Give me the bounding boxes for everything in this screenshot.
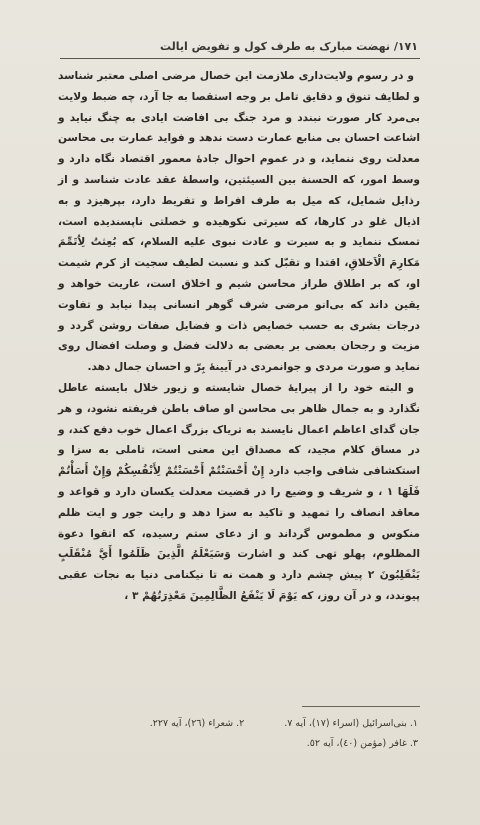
body-text (58, 66, 420, 607)
footnote-row (58, 734, 418, 754)
footnote-2: ٢. شعراء (٢٦)، آیه ٢٢٧. (149, 718, 245, 729)
footnotes (58, 714, 418, 754)
footnote-rule (302, 706, 420, 707)
header-rule (60, 58, 420, 59)
running-header: ۱۷۱/ نهضت مبارک به طرف کول و تفویض ایالت (159, 40, 418, 53)
paragraph-1: و در رسوم ولایت‌داری ملازمت این خصال مرضی اصلی معتبر شناسد و لطایف تنوق و دقایق تامل بر وجه استقصا به جا آرد، چه ضبط ولایت بی‌مرد کار صورت نبندد و مرد جنگ بی افاضت ایادی به چنگ نیاید و اشاعت احسان بی منابع عمارت دست ندهد و فواید عمارت بی محاسن معدلت روی ننماید، و در عموم احوال جادهٔ معمور اقتصاد نگاه دارد و وسط امور، که الحسنة بین السیئتین، واسطهٔ عقد عادت شناسد و از رذایل شمایل، که میل به طرف افراط و تفریط دارد، بپرهیزد و به اذیال غلو در کارها، که سیرتی نکوهیده و خصلتی ناپسندیده است، تمسک ننماید و به سیرت و عادت نبوی علیه السلام، که بُعِثتُ لِاُتَمِّمَ مَکارِمَ الْاَخلاقِ، اقتدا و تقبّل کند و نسبت لطیف سجیت از کرم شیمت او، که بر اطلاق طراز محاسن شیم و اخلاق است، عاریت خواهد و یقین داند که بی‌انو مرضی شرف گوهر انسانی پیدا نیابد و تفاوت درجات بشری به حسب خصایص ذات و فضایل صفات روشن گردد و مزیت و رجحان بعضی بر بعضی به دلالت فضل و وصلت افضال روی نماید و صورت مردی و جوانمردی در آیینهٔ بِرّ و احسان جمال دهد. (58, 70, 420, 374)
paragraph-2: و البته خود را از پیرایهٔ خصال شایسته و زیور خلال بایسته عاطل نگذارد و به جمال ظاهر بی محاسن او صاف باطن فریفته نشود، و هر جان گدای اعاظم اعمال نایسند به تریاک بزرگ اعمال خوب دفع کند، و در مساق کلام مجید، که مصداق این معنی است، تاملی به سزا و استکشافی شافی واجب دارد إِنْ أَحْسَنْتُمْ أَحْسَنْتُمْ لِأَنْفُسِكُمْ وَإِنْ أَسَأْتُمْ فَلَهَا ١ ، و شریف و وضیع را در قضیت معدلت یکسان دارد و قواعد و معاقد انصاف را تمهید و تاکید به سزا دهد و رایت جور و ایت ظلم منکوس و مطموس گرداند و از دعای ستم رسیده، که اتقوا دعوة المظلوم، پهلو تهی کند و اشارت وَسَيَعْلَمُ الَّذِينَ ظَلَمُوا أَيَّ مُنْقَلَبٍ يَنْقَلِبُونَ ٢ پیش چشم دارد و همت نه تا نیکنامی دنیا به نجات عقبی پیوندد، و در آن روز، که يَوْمَ لَا يَنْفَعُ الظَّالِمِينَ مَعْذِرَتُهُمْ ٣ ، (58, 381, 421, 602)
footnote-row (58, 714, 418, 734)
footnote-3: ٣. غافر (مؤمن (٤٠)، آیه ٥٢. (306, 738, 418, 749)
footnote-1: ١. بنی‌اسرائیل (اسراء (١٧)، آیه ٧. (284, 718, 418, 729)
